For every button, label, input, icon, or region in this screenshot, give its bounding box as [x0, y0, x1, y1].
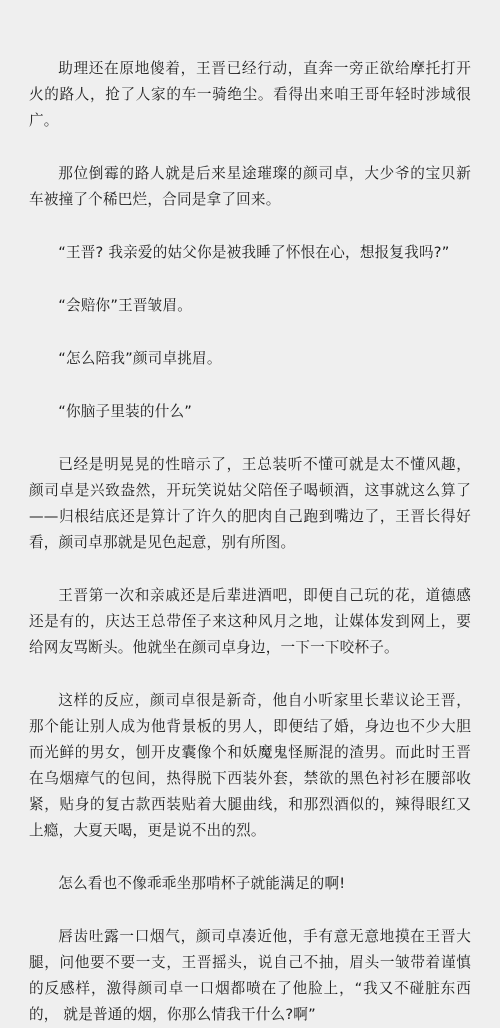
paragraph-2: 那位倒霉的路人就是后来星途璀璨的颜司卓，大少爷的宝贝新车被撞了个稀巴烂，合同是拿了回来。: [29, 165, 471, 208]
paragraph-6: “你脑子里装的什么”: [58, 403, 193, 420]
paragraph-8: 王晋第一次和亲戚还是后辈进酒吧，即便自己玩的花，道德感还是有的，庆达王总带侄子来这种风月之地，让媒体发到网上，要给网友骂断头。他就坐在颜司卓身边，一下一下咬杯子。: [29, 587, 471, 656]
paragraph-3: “王晋? 我亲爱的姑父你是被我睡了怀恨在心，想报复我吗?”: [58, 244, 450, 261]
paragraph-7: 已经是明晃晃的性暗示了，王总装听不懂可就是太不懂风趣，颜司卓是兴致盎然，开玩笑说姑父陪侄子喝顿酒，这事就这么算了——归根结底还是算计了许久的肥肉自己跑到嘴边了，王晋长得好看，颜司卓那就是见色起意，别有所图。: [29, 456, 471, 551]
paragraph-5: “怎么陪我”颜司卓挑眉。: [58, 350, 222, 367]
paragraph-1: 助理还在原地傻着，王晋已经行动，直奔一旁正欲给摩托打开火的路人，抢了人家的车一骑绝尘。看得出来咱王哥年轻时涉域很广。: [29, 60, 471, 129]
paragraph-11: 唇齿吐露一口烟气，颜司卓凑近他，手有意无意地摸在王晋大腿，问他要不要一支，王晋摇头，说自己不抽，眉头一皱带着谨慎的反感样，激得颜司卓一口烟都喷在了他脸上，“我又不碰脏东西的， 就是普通的烟，你那么情我干什么?啊”: [29, 928, 471, 1023]
paragraph-10: 怎么看也不像乖乖坐那啃杯子就能满足的啊!: [58, 875, 346, 892]
paragraph-4: “会赔你”王晋皱眉。: [58, 297, 193, 314]
paragraph-9: 这样的反应，颜司卓很是新奇，他自小听家里长辈议论王晋，那个能让别人成为他背景板的男人，即便结了婚，身边也不少大胆而光鲜的男女，刨开皮囊像个和妖魔鬼怪厮混的渣男。而此时王晋在乌烟瘴气的包间，热得脱下西装外套，禁欲的黑色衬衫在腰部收紧，贴身的复古款西装贴着大腿曲线，和那烈酒似的，辣得眼红又上瘾，大夏天喝，更是说不出的烈。: [29, 692, 471, 839]
